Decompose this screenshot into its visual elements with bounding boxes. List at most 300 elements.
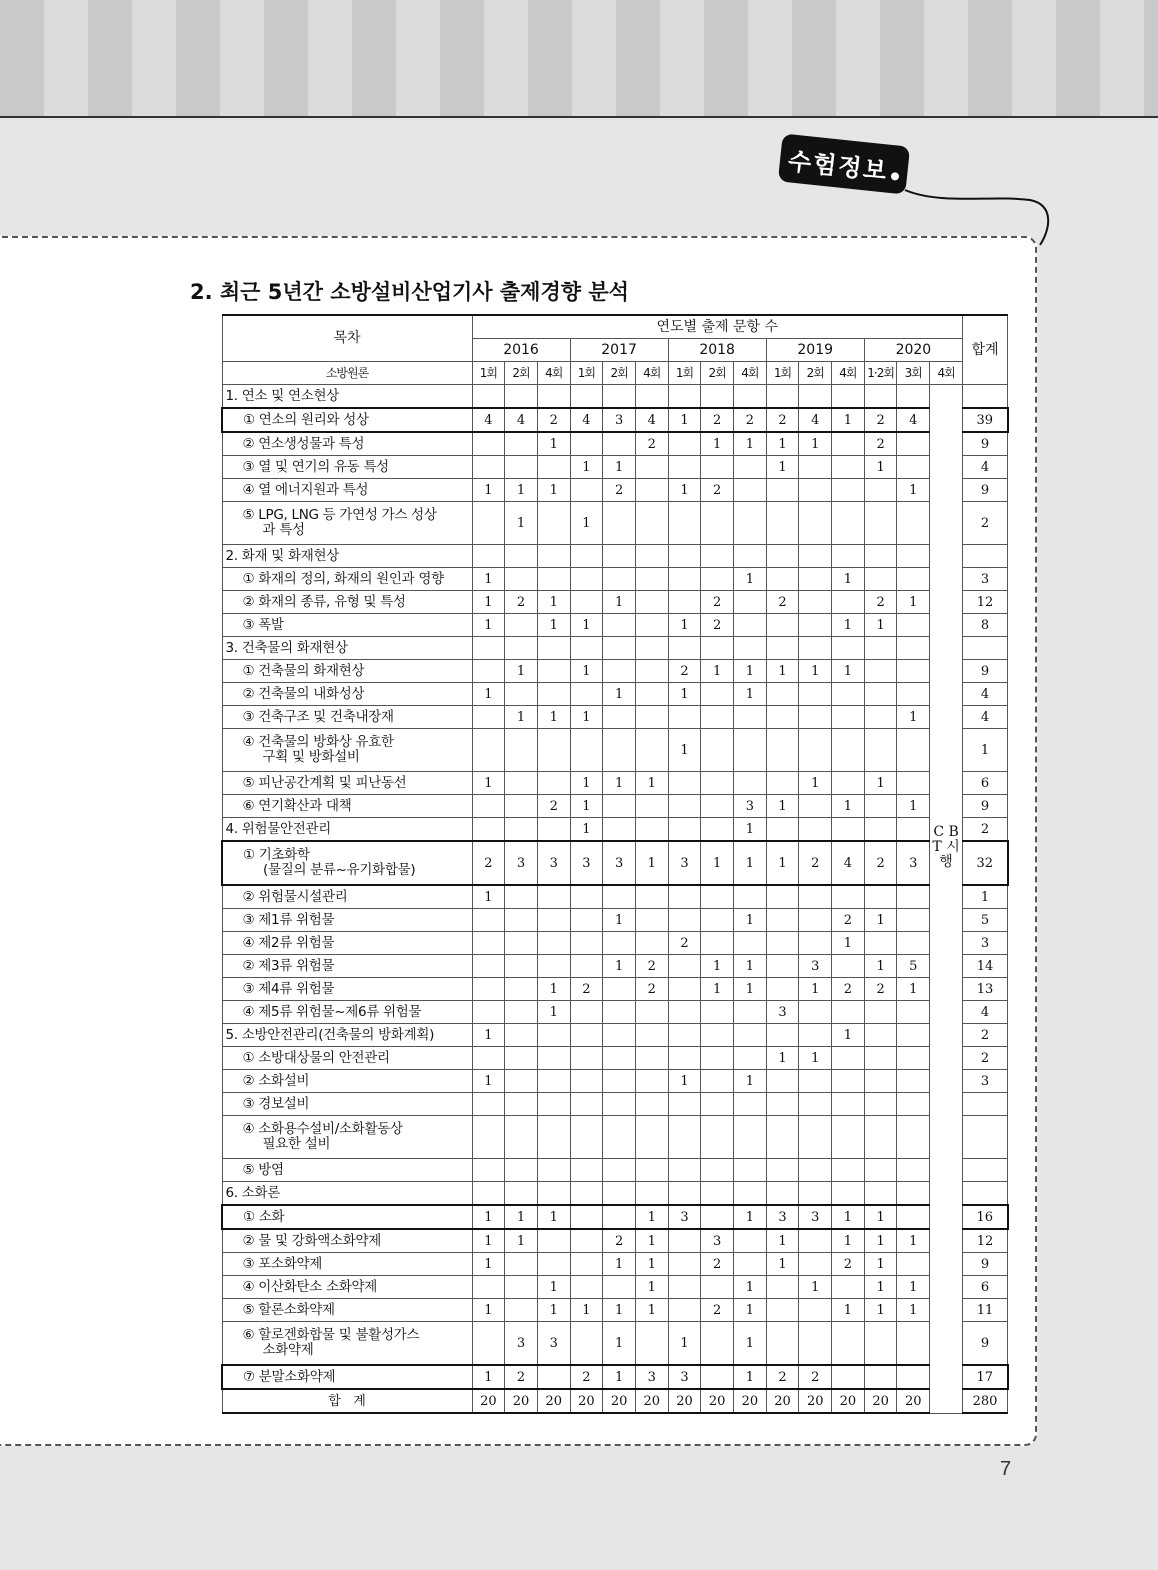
count-cell bbox=[635, 637, 668, 660]
count-cell: 1 bbox=[603, 1253, 636, 1276]
count-cell bbox=[635, 1322, 668, 1366]
table-row bbox=[222, 909, 1008, 932]
count-cell bbox=[668, 1182, 701, 1206]
count-cell: 1 bbox=[864, 1276, 897, 1299]
count-cell: 1 bbox=[864, 1205, 897, 1229]
total-cell bbox=[963, 1116, 1008, 1159]
count-cell: 1 bbox=[864, 1229, 897, 1253]
count-cell bbox=[505, 1253, 538, 1276]
count-cell bbox=[799, 1024, 832, 1047]
count-cell bbox=[635, 545, 668, 568]
count-cell: 1 bbox=[570, 772, 603, 795]
count-cell: 1 bbox=[472, 1205, 505, 1229]
count-cell bbox=[505, 1299, 538, 1322]
count-cell bbox=[701, 1159, 734, 1182]
count-cell bbox=[832, 683, 865, 706]
header-year: 2018 bbox=[668, 339, 766, 362]
count-cell bbox=[668, 1276, 701, 1299]
count-cell: 2 bbox=[668, 932, 701, 955]
count-cell bbox=[701, 1276, 734, 1299]
table-row bbox=[222, 568, 1008, 591]
topic-label bbox=[222, 502, 472, 545]
count-cell: 2 bbox=[505, 591, 538, 614]
count-cell bbox=[635, 614, 668, 637]
count-cell bbox=[897, 502, 930, 545]
count-cell bbox=[505, 614, 538, 637]
count-cell: 2 bbox=[537, 408, 570, 432]
count-cell: 1 bbox=[570, 502, 603, 545]
count-cell: 2 bbox=[635, 432, 668, 456]
count-cell: 1 bbox=[864, 614, 897, 637]
count-cell bbox=[603, 729, 636, 772]
count-cell bbox=[570, 385, 603, 409]
count-cell bbox=[668, 1299, 701, 1322]
count-cell bbox=[897, 1047, 930, 1070]
header-stripe-band bbox=[0, 0, 1158, 118]
count-cell bbox=[668, 772, 701, 795]
count-cell bbox=[832, 1182, 865, 1206]
count-cell bbox=[799, 885, 832, 909]
count-cell bbox=[897, 1182, 930, 1206]
count-cell: 1 bbox=[603, 1299, 636, 1322]
count-cell bbox=[799, 1253, 832, 1276]
count-cell bbox=[766, 885, 799, 909]
topic-text: ③ 건축구조 및 건축내장재 bbox=[242, 708, 394, 725]
count-cell: 3 bbox=[766, 1001, 799, 1024]
count-cell: 2 bbox=[766, 408, 799, 432]
count-cell: 4 bbox=[799, 408, 832, 432]
count-cell: 2 bbox=[864, 591, 897, 614]
topic-label bbox=[222, 1070, 472, 1093]
count-cell: 1 bbox=[472, 479, 505, 502]
count-cell bbox=[472, 1001, 505, 1024]
count-cell: 1 bbox=[832, 932, 865, 955]
topic-label bbox=[222, 1205, 472, 1229]
count-cell bbox=[864, 502, 897, 545]
count-cell bbox=[537, 545, 570, 568]
count-cell: 1 bbox=[701, 978, 734, 1001]
count-cell bbox=[701, 683, 734, 706]
count-cell: 1 bbox=[472, 772, 505, 795]
count-cell bbox=[897, 1205, 930, 1229]
total-cell: 14 bbox=[963, 955, 1008, 978]
count-cell bbox=[603, 502, 636, 545]
table-row bbox=[222, 1024, 1008, 1047]
page-number: 7 bbox=[1000, 1458, 1012, 1480]
count-cell: 1 bbox=[537, 1205, 570, 1229]
table-row bbox=[222, 456, 1008, 479]
count-cell bbox=[603, 637, 636, 660]
count-cell bbox=[832, 1365, 865, 1389]
count-cell: 1 bbox=[668, 408, 701, 432]
total-cell bbox=[963, 1159, 1008, 1182]
header-year: 2019 bbox=[766, 339, 864, 362]
count-cell bbox=[799, 1182, 832, 1206]
count-cell bbox=[897, 1001, 930, 1024]
count-cell: 3 bbox=[603, 408, 636, 432]
count-cell: 1 bbox=[668, 614, 701, 637]
count-cell: 1 bbox=[603, 955, 636, 978]
count-cell bbox=[864, 545, 897, 568]
count-cell bbox=[505, 729, 538, 772]
count-cell bbox=[766, 1093, 799, 1116]
count-cell: 1 bbox=[734, 432, 767, 456]
count-cell: 1 bbox=[864, 772, 897, 795]
count-cell bbox=[734, 885, 767, 909]
count-cell: 5 bbox=[897, 955, 930, 978]
count-cell bbox=[897, 683, 930, 706]
count-cell bbox=[472, 909, 505, 932]
total-cell: 3 bbox=[963, 932, 1008, 955]
topic-label bbox=[222, 479, 472, 502]
topic-label bbox=[222, 795, 472, 818]
topic-text: ① 기초화학 bbox=[243, 847, 310, 863]
total-cell: 8 bbox=[963, 614, 1008, 637]
count-cell bbox=[799, 1070, 832, 1093]
count-cell: 2 bbox=[701, 614, 734, 637]
count-cell: 1 bbox=[505, 479, 538, 502]
count-cell: 1 bbox=[734, 1276, 767, 1299]
header-year: 2020 bbox=[864, 339, 962, 362]
count-cell: 2 bbox=[570, 1365, 603, 1389]
topic-label bbox=[222, 909, 472, 932]
count-cell bbox=[570, 1001, 603, 1024]
count-cell bbox=[766, 909, 799, 932]
count-cell bbox=[799, 545, 832, 568]
count-cell bbox=[864, 818, 897, 842]
count-cell bbox=[570, 932, 603, 955]
count-cell: 1 bbox=[864, 456, 897, 479]
topic-label bbox=[222, 1116, 472, 1159]
count-cell bbox=[832, 591, 865, 614]
count-cell bbox=[603, 660, 636, 683]
count-cell bbox=[668, 1047, 701, 1070]
table-row bbox=[222, 978, 1008, 1001]
count-cell bbox=[472, 432, 505, 456]
topic-text: ⑥ 연기확산과 대책 bbox=[242, 797, 352, 814]
count-cell: 1 bbox=[472, 885, 505, 909]
topic-text: ⑦ 분말소화약제 bbox=[243, 1368, 336, 1385]
count-cell: 2 bbox=[701, 479, 734, 502]
count-cell bbox=[537, 637, 570, 660]
table-row bbox=[222, 545, 1008, 568]
count-cell bbox=[472, 637, 505, 660]
count-cell bbox=[603, 432, 636, 456]
count-cell bbox=[766, 1159, 799, 1182]
count-cell: 2 bbox=[603, 1229, 636, 1253]
count-cell bbox=[668, 591, 701, 614]
count-cell: 1 bbox=[603, 456, 636, 479]
count-cell bbox=[635, 1182, 668, 1206]
count-cell: 2 bbox=[701, 1253, 734, 1276]
total-cell: 12 bbox=[963, 591, 1008, 614]
table-row bbox=[222, 408, 1008, 432]
count-cell: 1 bbox=[799, 1276, 832, 1299]
count-cell bbox=[537, 385, 570, 409]
count-cell bbox=[635, 1093, 668, 1116]
count-cell bbox=[701, 385, 734, 409]
topic-text: 6. 소화론 bbox=[225, 1184, 280, 1201]
count-cell: 3 bbox=[799, 955, 832, 978]
table-row bbox=[222, 1001, 1008, 1024]
count-cell bbox=[472, 1276, 505, 1299]
count-cell bbox=[864, 1116, 897, 1159]
count-cell bbox=[570, 729, 603, 772]
count-cell: 4 bbox=[897, 408, 930, 432]
topic-label bbox=[222, 729, 472, 772]
count-cell: 3 bbox=[668, 841, 701, 885]
count-cell bbox=[701, 706, 734, 729]
count-cell bbox=[472, 456, 505, 479]
count-cell: 1 bbox=[832, 568, 865, 591]
badge-dot-icon bbox=[890, 172, 899, 181]
total-cell: 2 bbox=[963, 502, 1008, 545]
sum-cell: 20 bbox=[635, 1389, 668, 1413]
header-round: 4회 bbox=[635, 362, 668, 385]
count-cell bbox=[603, 1159, 636, 1182]
header-round: 1회 bbox=[766, 362, 799, 385]
count-cell: 1 bbox=[472, 1365, 505, 1389]
count-cell: 2 bbox=[799, 1365, 832, 1389]
count-cell bbox=[472, 818, 505, 842]
topic-text: ③ 제4류 위험물 bbox=[242, 980, 335, 997]
total-cell: 2 bbox=[963, 818, 1008, 842]
count-cell bbox=[766, 1070, 799, 1093]
count-cell bbox=[472, 1159, 505, 1182]
count-cell: 1 bbox=[897, 706, 930, 729]
table-row bbox=[222, 1070, 1008, 1093]
count-cell: 2 bbox=[832, 1253, 865, 1276]
count-cell bbox=[505, 637, 538, 660]
count-cell bbox=[472, 1322, 505, 1366]
topic-label bbox=[222, 591, 472, 614]
count-cell: 1 bbox=[734, 1365, 767, 1389]
count-cell: 2 bbox=[701, 1299, 734, 1322]
total-cell: 4 bbox=[963, 706, 1008, 729]
table-row bbox=[222, 772, 1008, 795]
count-cell: 1 bbox=[734, 1299, 767, 1322]
total-cell bbox=[963, 637, 1008, 660]
count-cell: 1 bbox=[635, 841, 668, 885]
count-cell bbox=[864, 885, 897, 909]
count-cell bbox=[505, 1182, 538, 1206]
count-cell bbox=[537, 1093, 570, 1116]
topic-label bbox=[222, 1253, 472, 1276]
header-round: 4회 bbox=[734, 362, 767, 385]
count-cell bbox=[668, 1253, 701, 1276]
category-label bbox=[222, 385, 472, 409]
count-cell: 3 bbox=[766, 1205, 799, 1229]
count-cell bbox=[766, 1024, 799, 1047]
count-cell bbox=[734, 591, 767, 614]
count-cell bbox=[734, 385, 767, 409]
count-cell: 1 bbox=[897, 978, 930, 1001]
count-cell: 1 bbox=[832, 1024, 865, 1047]
table-row bbox=[222, 1047, 1008, 1070]
count-cell: 1 bbox=[766, 456, 799, 479]
header-round: 2회 bbox=[505, 362, 538, 385]
count-cell bbox=[537, 909, 570, 932]
header-round: 2회 bbox=[701, 362, 734, 385]
count-cell bbox=[799, 683, 832, 706]
topic-text-line2: 과 특성 bbox=[262, 522, 305, 538]
total-cell: 2 bbox=[963, 1047, 1008, 1070]
count-cell bbox=[635, 479, 668, 502]
count-cell bbox=[701, 1322, 734, 1366]
count-cell: 1 bbox=[832, 1299, 865, 1322]
count-cell: 1 bbox=[505, 660, 538, 683]
count-cell bbox=[505, 385, 538, 409]
topic-text-line2: 소화약제 bbox=[262, 1342, 314, 1358]
count-cell bbox=[570, 683, 603, 706]
count-cell: 1 bbox=[537, 614, 570, 637]
total-cell: 9 bbox=[963, 795, 1008, 818]
count-cell bbox=[766, 932, 799, 955]
count-cell bbox=[897, 1253, 930, 1276]
count-cell: 1 bbox=[766, 1229, 799, 1253]
topic-text: ⑤ LPG, LNG 등 가연성 가스 성상 bbox=[242, 507, 437, 523]
total-cell: 5 bbox=[963, 909, 1008, 932]
count-cell bbox=[864, 1365, 897, 1389]
count-cell: 2 bbox=[864, 408, 897, 432]
topic-text: 3. 건축물의 화재현상 bbox=[225, 639, 348, 656]
count-cell bbox=[505, 1276, 538, 1299]
count-cell bbox=[635, 729, 668, 772]
topic-text: ⑥ 할로겐화합물 및 불활성가스 bbox=[242, 1327, 420, 1343]
count-cell bbox=[668, 456, 701, 479]
count-cell bbox=[570, 545, 603, 568]
count-cell bbox=[766, 637, 799, 660]
count-cell: 1 bbox=[766, 795, 799, 818]
count-cell: 1 bbox=[832, 614, 865, 637]
count-cell bbox=[701, 545, 734, 568]
sum-cell: 20 bbox=[766, 1389, 799, 1413]
count-cell: 1 bbox=[864, 1253, 897, 1276]
count-cell bbox=[897, 772, 930, 795]
count-cell: 1 bbox=[799, 978, 832, 1001]
count-cell bbox=[668, 385, 701, 409]
count-cell bbox=[734, 456, 767, 479]
count-cell: 1 bbox=[537, 432, 570, 456]
cbt-note: C B T 시 행 bbox=[930, 385, 963, 1414]
count-cell bbox=[864, 1024, 897, 1047]
count-cell bbox=[701, 1001, 734, 1024]
table-row bbox=[222, 1299, 1008, 1322]
topic-text: ④ 열 에너지원과 특성 bbox=[242, 481, 369, 498]
count-cell: 1 bbox=[505, 502, 538, 545]
topic-text-line2: 구획 및 방화설비 bbox=[262, 749, 360, 765]
count-cell bbox=[603, 885, 636, 909]
count-cell bbox=[668, 1024, 701, 1047]
count-cell bbox=[635, 706, 668, 729]
count-cell bbox=[537, 1182, 570, 1206]
count-cell: 1 bbox=[897, 1299, 930, 1322]
count-cell bbox=[864, 1047, 897, 1070]
header-total: 합계 bbox=[963, 315, 1008, 385]
count-cell bbox=[701, 909, 734, 932]
count-cell bbox=[603, 706, 636, 729]
count-cell bbox=[832, 1276, 865, 1299]
count-cell bbox=[603, 1070, 636, 1093]
count-cell bbox=[832, 479, 865, 502]
count-cell bbox=[832, 729, 865, 772]
count-cell bbox=[864, 795, 897, 818]
count-cell bbox=[734, 1001, 767, 1024]
count-cell bbox=[570, 479, 603, 502]
table-row bbox=[222, 885, 1008, 909]
count-cell: 2 bbox=[668, 660, 701, 683]
topic-label bbox=[222, 1365, 472, 1389]
topic-text: ① 화재의 정의, 화재의 원인과 영향 bbox=[242, 570, 444, 587]
count-cell: 1 bbox=[537, 1001, 570, 1024]
count-cell bbox=[897, 729, 930, 772]
count-cell bbox=[635, 818, 668, 842]
count-cell bbox=[668, 955, 701, 978]
table-row bbox=[222, 955, 1008, 978]
count-cell bbox=[734, 479, 767, 502]
table-row bbox=[222, 818, 1008, 842]
count-cell bbox=[635, 660, 668, 683]
count-cell bbox=[734, 637, 767, 660]
count-cell: 1 bbox=[635, 1229, 668, 1253]
count-cell bbox=[505, 932, 538, 955]
count-cell bbox=[897, 568, 930, 591]
header-year: 2016 bbox=[472, 339, 570, 362]
count-cell bbox=[570, 1159, 603, 1182]
count-cell bbox=[635, 1024, 668, 1047]
count-cell bbox=[505, 456, 538, 479]
count-cell bbox=[701, 1070, 734, 1093]
count-cell bbox=[505, 432, 538, 456]
count-cell bbox=[701, 502, 734, 545]
total-cell: 11 bbox=[963, 1299, 1008, 1322]
count-cell bbox=[635, 1047, 668, 1070]
count-cell bbox=[537, 772, 570, 795]
count-cell: 2 bbox=[570, 978, 603, 1001]
header-topic: 목차 bbox=[222, 315, 472, 362]
exam-trend-table bbox=[221, 314, 1009, 1414]
count-cell bbox=[603, 385, 636, 409]
topic-label bbox=[222, 885, 472, 909]
count-cell bbox=[603, 795, 636, 818]
count-cell bbox=[570, 885, 603, 909]
count-cell bbox=[570, 955, 603, 978]
count-cell: 1 bbox=[766, 1253, 799, 1276]
count-cell bbox=[603, 568, 636, 591]
count-cell: 1 bbox=[635, 1299, 668, 1322]
count-cell bbox=[570, 637, 603, 660]
count-cell: 1 bbox=[570, 706, 603, 729]
count-cell bbox=[734, 1229, 767, 1253]
count-cell bbox=[897, 909, 930, 932]
count-cell: 1 bbox=[799, 772, 832, 795]
count-cell bbox=[668, 432, 701, 456]
count-cell: 1 bbox=[570, 1299, 603, 1322]
count-cell: 1 bbox=[537, 706, 570, 729]
count-cell bbox=[635, 795, 668, 818]
total-cell: 12 bbox=[963, 1229, 1008, 1253]
count-cell bbox=[537, 683, 570, 706]
header-round: 2회 bbox=[799, 362, 832, 385]
count-cell bbox=[570, 1229, 603, 1253]
count-cell bbox=[472, 545, 505, 568]
count-cell bbox=[799, 1159, 832, 1182]
count-cell bbox=[570, 1253, 603, 1276]
count-cell: 1 bbox=[799, 432, 832, 456]
count-cell bbox=[603, 614, 636, 637]
topic-text: ① 소방대상물의 안전관리 bbox=[242, 1049, 390, 1066]
count-cell: 3 bbox=[799, 1205, 832, 1229]
